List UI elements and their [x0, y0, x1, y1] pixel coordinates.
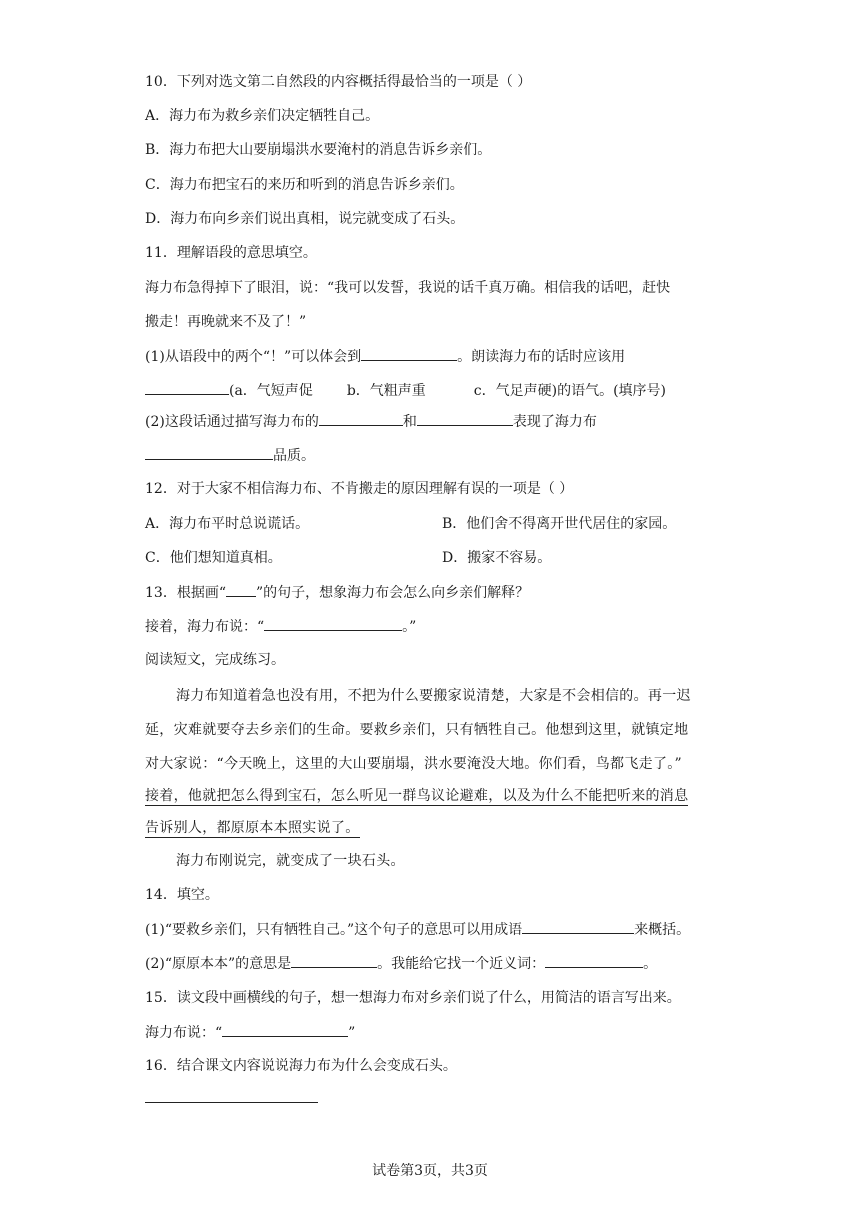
q11-part2-line1	[145, 411, 597, 432]
q15-answer-a: 海力布说：“	[145, 1025, 223, 1041]
q10-option-a: A．海力布为救乡亲们决定牺牲自己。	[145, 108, 380, 124]
q16-answer-line[interactable]	[145, 1102, 318, 1103]
q12-option-a: A．海力布平时总说谎话。	[145, 516, 310, 532]
q14-part2-blank1[interactable]	[291, 953, 377, 968]
q14-part2-blank2[interactable]	[545, 953, 643, 968]
q13-underline-mark	[226, 582, 256, 597]
q14-part2	[145, 953, 657, 974]
q11-part1-blank2[interactable]	[145, 380, 229, 395]
q10-option-b: B．海力布把大山要崩塌洪水要淹村的消息告诉乡亲们。	[145, 142, 492, 158]
q11-part2-blank2[interactable]	[417, 411, 513, 426]
q11-part2-blank3[interactable]	[145, 445, 273, 460]
q12-stem: 12．对于大家不相信海力布、不肯搬走的原因理解有误的一项是（ ）	[145, 481, 574, 497]
q13-stem-b: ”的句子，想象海力布会怎么向乡亲们解释？	[255, 585, 530, 601]
q14-part2-text-a: (2)“原原本本”的意思是	[145, 956, 292, 972]
q11-part2-text-b: 和	[402, 414, 417, 430]
passage-line-6: 海力布刚说完，就变成了一块石头。	[176, 853, 405, 869]
q14-part1-text-a: (1)“要救乡亲们，只有牺牲自己。”这个句子的意思可以用成语	[145, 922, 523, 938]
q12-option-c: C．他们想知道真相。	[145, 550, 282, 566]
q11-part2-text-a: (2)这段话通过描写海力布的	[145, 414, 319, 430]
q10-stem: 10．下列对选文第二自然段的内容概括得最恰当的一项是（ ）	[145, 74, 532, 90]
q12-option-d: D．搬家不容易。	[442, 550, 552, 566]
q11-part2-line2	[145, 445, 315, 466]
q13-stem	[145, 582, 529, 603]
q14-part1-blank[interactable]	[522, 919, 634, 934]
q11-stem: 11．理解语段的意思填空。	[145, 245, 317, 261]
q16-stem: 16．结合课文内容说说海力布为什么会变成石头。	[145, 1058, 457, 1074]
q14-part1	[145, 919, 690, 940]
reading-intro: 阅读短文，完成练习。	[145, 652, 285, 668]
q13-stem-a: 13．根据画“	[145, 585, 226, 601]
q10-option-d: D．海力布向乡亲们说出真相，说完就变成了石头。	[145, 211, 465, 227]
q14-stem: 14．填空。	[145, 887, 219, 903]
q14-part2-text-c: 。	[643, 956, 658, 972]
passage-line-4-underlined: 接着，他就把怎么得到宝石，怎么听见一群鸟议论避难，以及为什么不能把听来的消息	[145, 788, 689, 804]
q13-answer-b: 。”	[402, 619, 417, 635]
q11-passage-line1: 海力布急得掉下了眼泪，说：“我可以发誓，我说的话千真万确。相信我的话吧，赶快	[145, 280, 671, 296]
passage-line-2: 延，灾难就要夺去乡亲们的生命。要救乡亲们，只有牺牲自己。他想到这里，就镇定地	[145, 722, 689, 738]
q13-answer-blank[interactable]	[264, 616, 402, 631]
q11-part1-text-b: 。朗读海力布的话时应该用	[457, 349, 626, 365]
passage-line-3: 对大家说：“今天晚上，这里的大山要崩塌，洪水要淹没大地。你们看，鸟都飞走了。”	[145, 756, 683, 772]
q15-answer-b: ”	[348, 1025, 356, 1041]
q11-part2-text-c: 表现了海力布	[512, 414, 597, 430]
q15-answer-blank[interactable]	[222, 1022, 348, 1037]
q13-answer	[145, 616, 416, 637]
passage-line-4	[145, 786, 688, 806]
q11-passage-line2: 搬走！再晚就来不及了！”	[145, 314, 307, 330]
page-footer: 试卷第3页，共3页	[372, 1163, 488, 1179]
passage-line-5-underlined: 告诉别人，都原原本本照实说了。	[145, 820, 360, 836]
q11-part1-blank1[interactable]	[361, 346, 457, 361]
q14-part1-text-b: 来概括。	[634, 922, 691, 938]
q11-part1-option-a: (a．气短声促	[229, 383, 313, 399]
q15-answer	[145, 1022, 355, 1043]
q11-part1-option-b: b．气粗声重	[346, 383, 426, 399]
q10-option-c: C．海力布把宝石的来历和听到的消息告诉乡亲们。	[145, 177, 464, 193]
q12-option-b: B．他们舍不得离开世代居住的家园。	[442, 516, 677, 532]
q11-part1-option-c: c．气足声硬)的语气。(填序号)	[473, 383, 667, 399]
q14-part2-text-b: 。我能给它找一个近义词：	[377, 956, 546, 972]
q11-part2-blank1[interactable]	[319, 411, 403, 426]
q11-part2-text-d: 品质。	[273, 448, 315, 464]
q11-part1-line1	[145, 346, 625, 367]
passage-line-5	[145, 818, 360, 838]
q11-part1-text-a: (1)从语段中的两个“！”可以体会到	[145, 349, 362, 365]
q13-answer-a: 接着，海力布说：“	[145, 619, 265, 635]
passage-line-1: 海力布知道着急也没有用，不把为什么要搬家说清楚，大家是不会相信的。再一迟	[176, 688, 691, 704]
q11-part1-line2	[145, 380, 666, 401]
q15-stem: 15．读文段中画横线的句子，想一想海力布对乡亲们说了什么，用简洁的语言写出来。	[145, 990, 681, 1006]
